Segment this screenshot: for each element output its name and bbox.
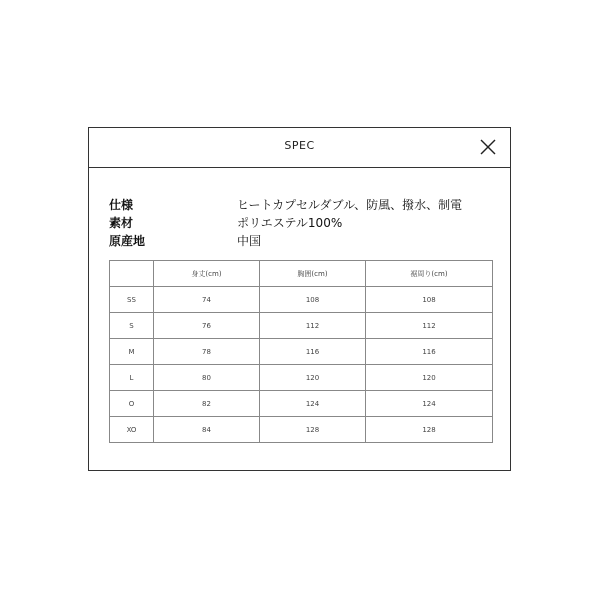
info-row-origin [109, 232, 462, 250]
table-cell: S [110, 313, 154, 339]
table-cell: 74 [154, 287, 260, 313]
table-row [110, 365, 493, 391]
size-table [109, 260, 493, 443]
table-cell: 112 [366, 313, 493, 339]
table-row [110, 339, 493, 365]
table-header-cell: 胸囲(cm) [260, 261, 366, 287]
info-value: ヒートカプセルダブル、防風、撥水、制電 [237, 198, 463, 212]
table-cell: 116 [366, 339, 493, 365]
table-row [110, 287, 493, 313]
info-label: 原産地 [109, 234, 146, 248]
table-row [110, 313, 493, 339]
table-cell: 116 [260, 339, 366, 365]
info-row-material [109, 214, 462, 232]
table-cell: 124 [366, 391, 493, 417]
table-cell: 108 [366, 287, 493, 313]
table-header-cell: 身丈(cm) [154, 261, 260, 287]
table-cell: 108 [260, 287, 366, 313]
table-cell: 84 [154, 417, 260, 443]
table-cell: 78 [154, 339, 260, 365]
spec-modal [88, 127, 511, 471]
table-cell: 112 [260, 313, 366, 339]
table-header-cell: 裾周り(cm) [366, 261, 493, 287]
table-cell: 120 [366, 365, 493, 391]
table-cell: M [110, 339, 154, 365]
modal-header [89, 128, 510, 168]
table-cell: 128 [260, 417, 366, 443]
table-cell: 120 [260, 365, 366, 391]
table-row [110, 391, 493, 417]
table-cell: 80 [154, 365, 260, 391]
table-cell: 128 [366, 417, 493, 443]
info-row-spec [109, 196, 462, 214]
table-cell: 124 [260, 391, 366, 417]
table-row [110, 417, 493, 443]
table-cell: XO [110, 417, 154, 443]
info-label: 仕様 [109, 198, 134, 212]
close-icon[interactable] [478, 137, 498, 157]
info-label: 素材 [109, 216, 134, 230]
modal-title: SPEC [284, 139, 315, 152]
table-header-row [110, 261, 493, 287]
table-header-cell [110, 261, 154, 287]
info-value: 中国 [237, 234, 262, 248]
info-value: ポリエステル100% [237, 216, 343, 230]
table-cell: L [110, 365, 154, 391]
table-cell: 82 [154, 391, 260, 417]
table-cell: 76 [154, 313, 260, 339]
table-cell: SS [110, 287, 154, 313]
spec-info [109, 196, 462, 250]
table-cell: O [110, 391, 154, 417]
